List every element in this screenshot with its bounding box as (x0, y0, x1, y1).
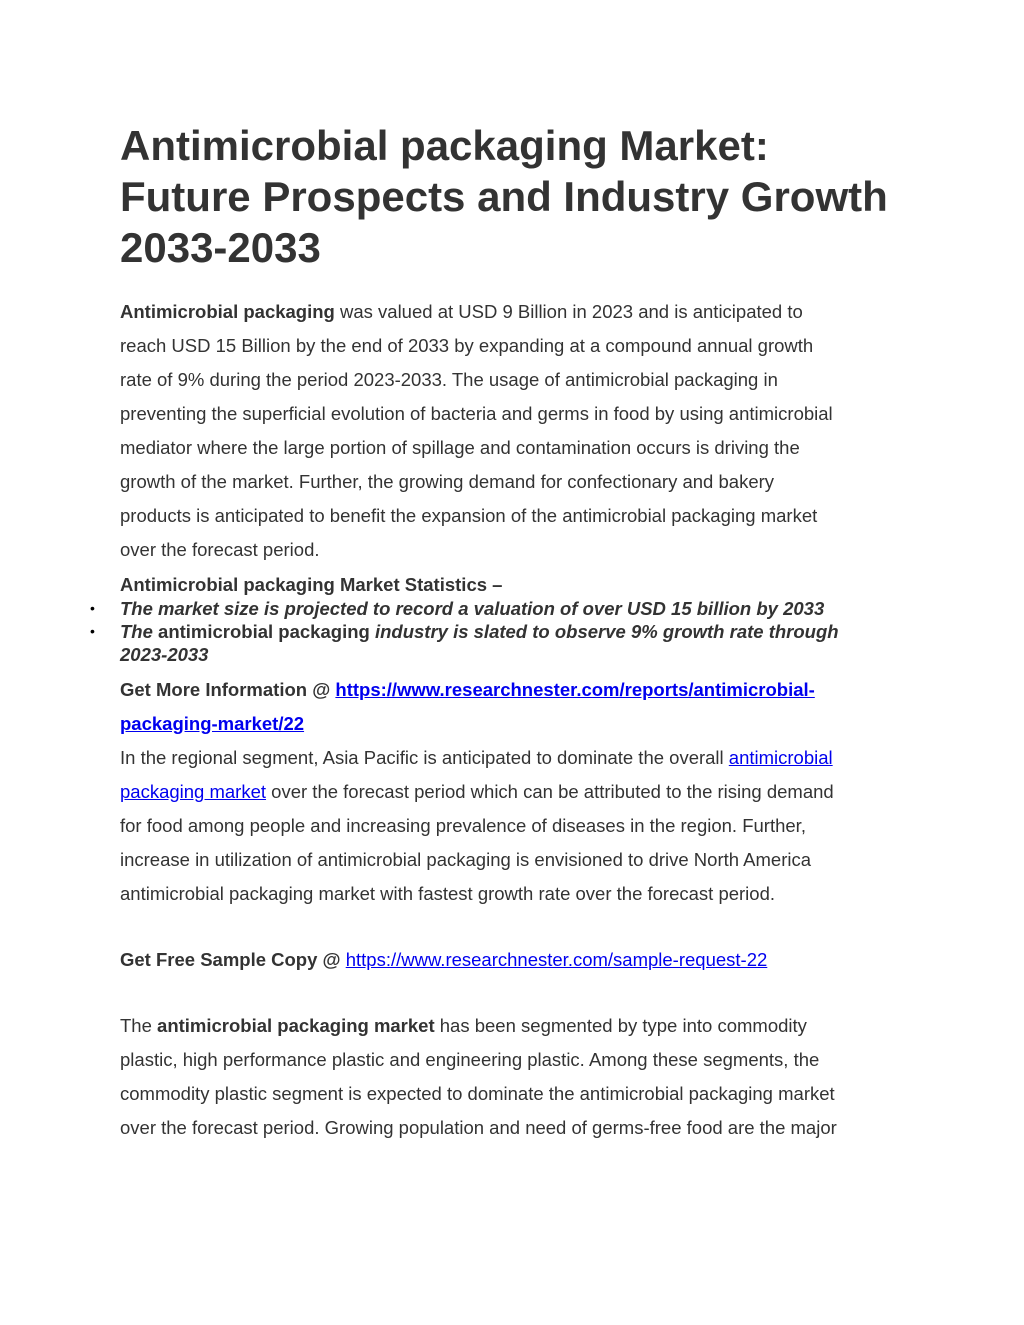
regional-line-3: for food among people and increasing prevalence of diseases in the region. Further, (120, 815, 806, 836)
sample-paragraph (120, 943, 910, 977)
regional-line-2: over the forecast period which can be attributed to the rising demand (266, 781, 834, 802)
segments-line-1: has been segmented by type into commodity (434, 1015, 807, 1036)
regional-line-5: antimicrobial packaging market with fastest growth rate over the forecast period. (120, 883, 776, 904)
more-info-link[interactable]: https://www.researchnester.com/reports/antimicrobial- (335, 679, 815, 700)
intro-lead-bold: Antimicrobial packaging (120, 301, 335, 322)
stats-bullet-1-text: The market size is projected to record a valuation of over USD 15 billion by 2033 (120, 598, 825, 619)
segments-line-2: plastic, high performance plastic and engineering plastic. Among these segments, the (120, 1049, 820, 1070)
segments-bold: antimicrobial packaging market (157, 1015, 435, 1036)
regional-line-1: In the regional segment, Asia Pacific is anticipated to dominate the overall (120, 747, 729, 768)
title-line-2: Future Prospects and Industry Growth (120, 173, 888, 220)
market-link-cont[interactable]: packaging market (120, 781, 267, 802)
intro-line-1: was valued at USD 9 Billion in 2023 and is anticipated to (334, 301, 803, 322)
sample-label: Get Free Sample Copy @ (120, 949, 346, 970)
intro-line-8: over the forecast period. (120, 539, 320, 560)
stats-bullet-1 (90, 597, 920, 620)
more-info-label: Get More Information @ (120, 679, 336, 700)
segments-line-4: over the forecast period. Growing population and need of germs-free food are the major (120, 1117, 837, 1138)
market-link[interactable]: antimicrobial (728, 747, 833, 768)
sample-link[interactable]: https://www.researchnester.com/sample-request-22 (345, 949, 768, 970)
page-title (120, 120, 910, 273)
intro-paragraph (120, 295, 910, 567)
more-info-paragraph (120, 673, 910, 741)
more-info-link-cont[interactable]: packaging-market/22 (120, 713, 305, 734)
intro-line-3: rate of 9% during the period 2023-2033. The usage of antimicrobial packaging in (120, 369, 778, 390)
stats-bullet-2 (90, 620, 920, 666)
stats-list (90, 597, 920, 666)
stats-bullet-2-start: The (120, 621, 153, 642)
stats-bullet-2-end: industry is slated to observe 9% growth rate through (369, 621, 839, 642)
title-line-1: Antimicrobial packaging Market: (120, 122, 769, 169)
segments-pre: The (120, 1015, 158, 1036)
intro-line-7: products is anticipated to benefit the expansion of the antimicrobial packaging market (120, 505, 818, 526)
bullet-dot-icon: • (90, 600, 95, 616)
bullet-dot-icon: • (90, 623, 95, 639)
regional-line-4: increase in utilization of antimicrobial packaging is envisioned to drive North America (120, 849, 812, 870)
intro-line-4: preventing the superficial evolution of bacteria and germs in food by using antimicrobial (120, 403, 833, 424)
intro-line-6: growth of the market. Further, the growing demand for confectionary and bakery (120, 471, 775, 492)
stats-bullet-2-line-2: 2023-2033 (120, 644, 209, 665)
intro-line-5: mediator where the large portion of spillage and contamination occurs is driving the (120, 437, 800, 458)
intro-line-2: reach USD 15 Billion by the end of 2033 by expanding at a compound annual growth (120, 335, 814, 356)
segments-line-3: commodity plastic segment is expected to dominate the antimicrobial packaging market (120, 1083, 835, 1104)
stats-bullet-2-plain: antimicrobial packaging (152, 621, 370, 642)
regional-paragraph (120, 741, 910, 911)
stats-heading: Antimicrobial packaging Market Statistics – (120, 574, 503, 595)
title-line-3: 2033-2033 (120, 224, 321, 271)
segments-paragraph (120, 1009, 910, 1145)
